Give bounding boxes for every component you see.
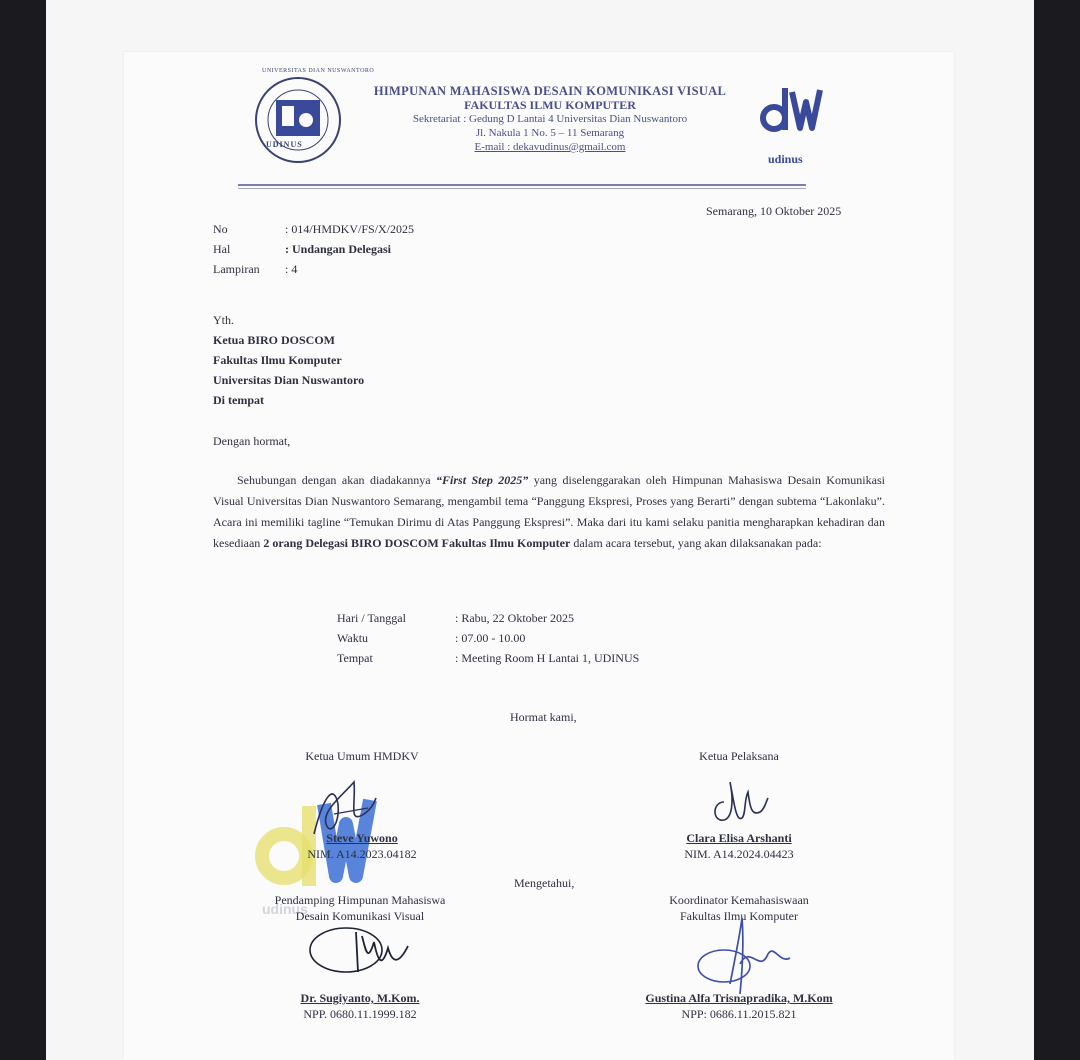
signature-block-chair	[242, 748, 482, 764]
signer-role: Fakultas Ilmu Komputer	[680, 909, 798, 923]
body-text: yang diselenggarakan oleh Himpunan Mahasiswa Desain Komunikasi Visual Universitas Dian Nuswantoro Semarang, mengambil tema “Panggung Ekspresi, Proses yang Berarti” dengan subtema “Lakonlaku”. Acara ini memiliki tagline “Temukan Dirimu di Atas Panggung Ekspresi”. Maka dari itu kami selaku panitia mengharapkan kehadiran dan kesediaan	[213, 473, 885, 550]
meta-row-lampiran	[213, 260, 414, 280]
letter-meta	[213, 220, 414, 280]
signer-role: Koordinator Kemahasiswaan	[669, 893, 809, 907]
body-paragraph	[213, 470, 885, 554]
acknowledged-label: Mengetahui,	[514, 876, 575, 890]
signer-role: Pendamping Himpunan Mahasiswa	[274, 893, 446, 907]
schedule-value: : Rabu, 22 Oktober 2025	[455, 611, 574, 625]
signature-coordinator	[690, 914, 800, 998]
place-date: Semarang, 10 Oktober 2025	[706, 204, 842, 218]
meta-row-hal	[213, 240, 414, 260]
signer-name: Dr. Sugiyanto, M.Kom.	[300, 991, 420, 1005]
body-text: dalam acara tersebut, yang akan dilaksanakan pada:	[570, 536, 822, 550]
signature-advisor	[304, 912, 424, 986]
signer-id: NPP. 0680.11.1999.182	[303, 1007, 417, 1021]
signer-id: NIM. A14.2024.04423	[684, 847, 794, 861]
signer-id: NIM. A14.2023.04182	[307, 847, 417, 861]
signer-name: Steve Yuwono	[326, 831, 398, 845]
svg-text:udinus: udinus	[262, 901, 308, 916]
header-rule-thin	[238, 188, 806, 189]
recipient-line: Ketua BIRO DOSCOM	[213, 333, 336, 347]
right-logo-text: udinus	[768, 152, 803, 166]
signer-role: Ketua Umum HMDKV	[305, 749, 419, 763]
org-name: HIMPUNAN MAHASISWA DESAIN KOMUNIKASI VISUAL	[373, 84, 727, 98]
recipient-line: Fakultas Ilmu Komputer	[213, 353, 342, 367]
signer-role: Desain Komunikasi Visual	[295, 909, 425, 923]
schedule-value: : 07.00 - 10.00	[455, 631, 526, 645]
event-name: “First Step 2025”	[436, 473, 529, 487]
faculty-name: FAKULTAS ILMU KOMPUTER	[464, 98, 636, 112]
seal-text-bottom: UDINUS	[266, 140, 303, 149]
schedule-row	[337, 608, 639, 628]
meta-label: No	[213, 222, 228, 236]
signature-organizer	[704, 772, 774, 834]
recipient-line: Universitas Dian Nuswantoro	[213, 373, 365, 387]
seal-text-top: UNIVERSITAS DIAN NUSWANTORO	[262, 68, 375, 74]
schedule-row	[337, 628, 639, 648]
udinus-dw-logo	[760, 82, 826, 144]
schedule-value: : Meeting Room H Lantai 1, UDINUS	[455, 651, 640, 665]
signature-details-advisor	[220, 990, 500, 1022]
email-line: E-mail : dekavudinus@gmail.com	[474, 141, 626, 153]
letter-page	[124, 52, 954, 1060]
letterhead	[360, 84, 740, 154]
salutation: Yth.	[213, 313, 234, 327]
delegate-request: 2 orang Delegasi BIRO DOSCOM Fakultas Ilmu Komputer	[263, 536, 571, 550]
meta-value: : Undangan Delegasi	[285, 242, 392, 256]
recipient-line: Di tempat	[213, 393, 264, 407]
greeting: Dengan hormat,	[213, 434, 291, 448]
meta-value: : 4	[285, 262, 298, 276]
meta-row-no	[213, 220, 414, 240]
schedule	[337, 608, 639, 668]
schedule-label: Hari / Tanggal	[337, 611, 406, 625]
recipient-block	[213, 310, 364, 410]
header-rule	[238, 184, 806, 186]
schedule-label: Tempat	[337, 651, 373, 665]
secretariat-address: Sekretariat : Gedung D Lantai 4 Universitas Dian Nuswantoro	[412, 113, 688, 125]
signer-role: Ketua Pelaksana	[699, 749, 779, 763]
signature-block-organizer	[619, 748, 859, 764]
signature-details-organizer	[619, 830, 859, 862]
signer-id: NPP: 0686.11.2015.821	[681, 1007, 797, 1021]
signature-details-chair	[242, 830, 482, 862]
udinus-seal-logo	[252, 76, 344, 166]
signature-details-coordinator	[594, 990, 884, 1022]
closing: Hormat kami,	[510, 710, 577, 724]
body-text: Sehubungan dengan akan diadakannya	[237, 473, 437, 487]
street-address: Jl. Nakula 1 No. 5 – 11 Semarang	[475, 127, 625, 139]
meta-label: Hal	[213, 242, 231, 256]
meta-label: Lampiran	[213, 262, 260, 276]
meta-value: : 014/HMDKV/FS/X/2025	[285, 222, 415, 236]
schedule-label: Waktu	[337, 631, 369, 645]
signer-name: Gustina Alfa Trisnapradika, M.Kom	[645, 991, 833, 1005]
schedule-row	[337, 648, 639, 668]
signer-name: Clara Elisa Arshanti	[686, 831, 792, 845]
